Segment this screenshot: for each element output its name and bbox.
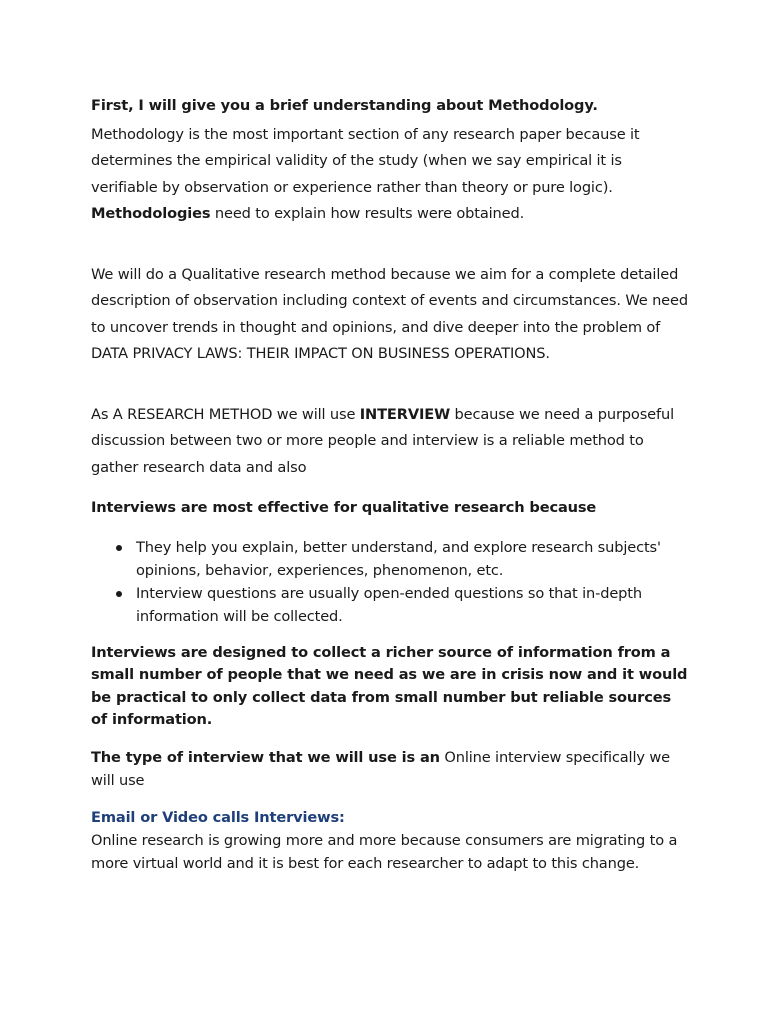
online-paragraph: Online research is growing more and more because consumers are migrating to a more virtual world and it is best for each researcher to adapt to this change.: [91, 831, 678, 872]
interview-term: INTERVIEW: [359, 405, 451, 423]
methodology-text: Methodology is the most important section of any research paper because it determines the empirical validity of the study (when we say empirical it is verifiable by observation or experience rather than theory or pure logic).: [91, 125, 640, 196]
methodology-paragraph: [91, 122, 691, 228]
qualitative-paragraph: We will do a Qualitative research method because we aim for a complete detailed description of observation including context of events and circumstances. We need to uncover trends in thought and opinions, and dive deeper into the problem of DATA PRIVACY LAWS: THEIR IMPACT ON BUSINESS OPERATIONS.: [91, 265, 688, 362]
methodology-text-end: need to explain how results were obtained.: [210, 205, 525, 222]
list-item: [91, 582, 691, 628]
bullet-text: They help you explain, better understand, and explore research subjects' opinions, behavior, experiences, phenomenon, etc.: [136, 538, 661, 579]
methodologies-term: Methodologies: [91, 205, 211, 222]
research-method-text: As A RESEARCH METHOD we will use: [91, 405, 360, 423]
bullet-icon: [116, 545, 122, 551]
intro-heading: First, I will give you a brief understanding about Methodology.: [91, 97, 598, 114]
list-item: [91, 536, 691, 582]
bullet-list: [91, 536, 691, 628]
type-bold-text: The type of interview that we will use is an: [91, 748, 440, 766]
designed-paragraph: Interviews are designed to collect a richer source of information from a small number of people that we need as we are in crisis now and it would be practical to only collect data from small number but reliable sources of information.: [91, 643, 688, 728]
research-method-paragraph: [91, 402, 691, 482]
type-text: Online interview specifically we will use: [91, 748, 670, 789]
type-paragraph: [91, 746, 691, 792]
effective-heading: Interviews are most effective for qualitative research because: [91, 499, 597, 516]
research-method-text-end: because we need a purposeful discussion between two or more people and interview is a reliable method to gather research data and also: [91, 405, 674, 476]
email-video-subheading: Email or Video calls Interviews:: [91, 808, 345, 826]
document-page: [91, 93, 691, 875]
bullet-text: Interview questions are usually open-ended questions so that in-depth information will be collected.: [136, 584, 642, 625]
bullet-icon: [116, 591, 122, 597]
